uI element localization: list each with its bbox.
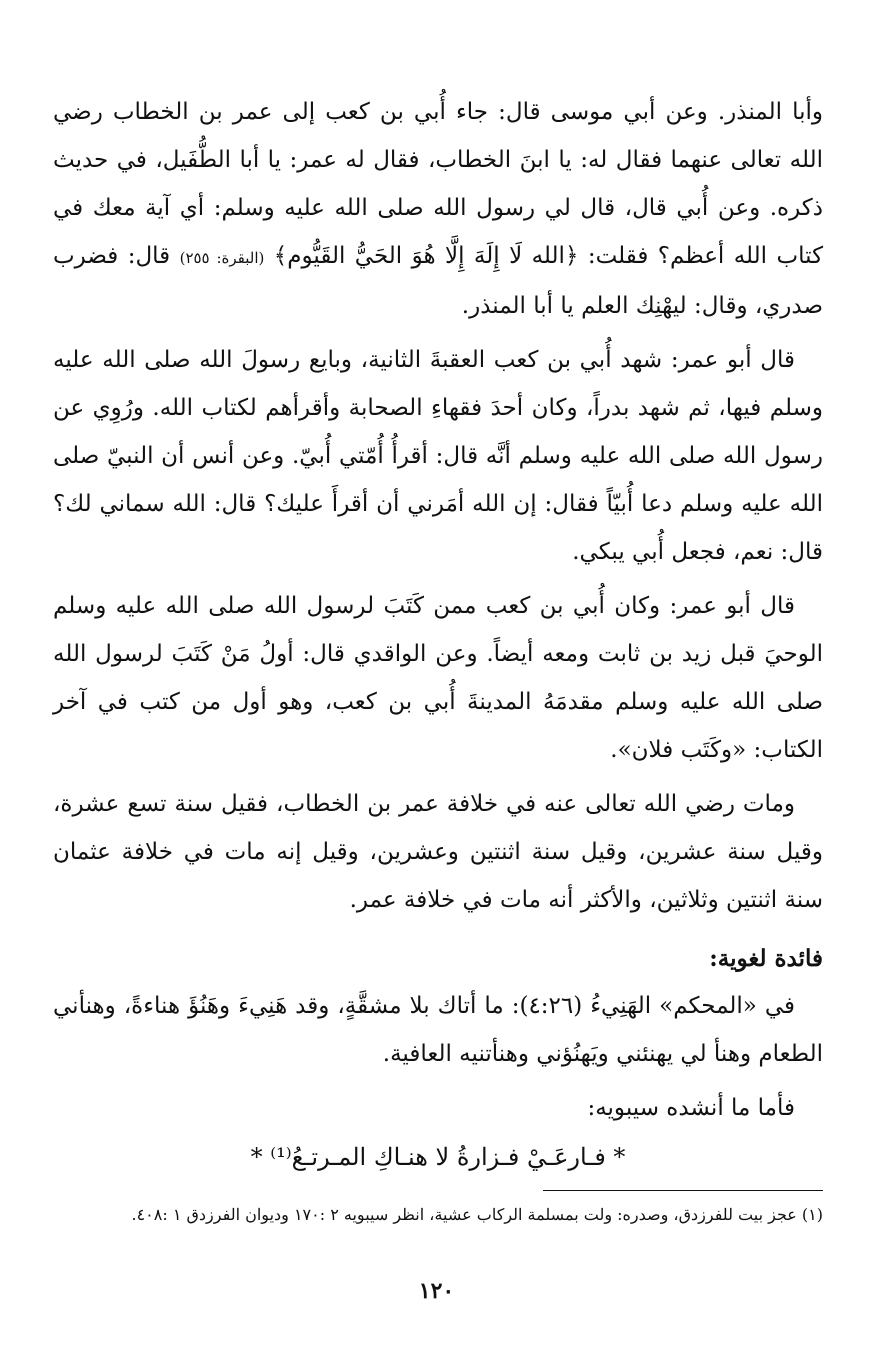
poetry-verse: * فـارعَـيْ فـزارةُ لا هنـاكِ المـرتـعُ⁽¹⁾ * (250, 1143, 626, 1171)
footnote: (١) عجز بيت للفرزدق، وصدره: ولت بمسلمة الركاب عشية، انظر سيبويه ٢ :١٧٠ وديوان الفرزدق ١ :٤٠٨. (131, 1205, 823, 1224)
section-heading: فائدة لغوية: (709, 945, 823, 972)
paragraph-text-end: قال: فضرب صدري، وقال: ليهْنِك العلم يا أبا المنذر. (53, 243, 823, 319)
quran-reference: (البقرة: ٢٥٥) (179, 249, 265, 267)
paragraph-abi-al-mundhir (53, 88, 823, 330)
paragraph-sibawayh: فأما ما أنشده سيبويه: (587, 1095, 795, 1121)
paragraph-abu-umar-wahy: قال أبو عمر: وكان أُبي بن كعب ممن كَتَبَ لرسول الله صلى الله عليه وسلم الوحيَ قبل زيد بن ثابت ومعه أيضاً. وعن الواقدي قال: أولُ مَنْ كَتَبَ لرسول الله صلى الله عليه وسلم مقدمَهُ المدينةَ أُبي بن كعب، وهو أول من كتب في آخر الكتاب: «وكَتَب فلان». (53, 593, 823, 763)
paragraph-text: وأبا المنذر. وعن أبي موسى قال: جاء أُبي بن كعب إلى عمر بن الخطاب رضي الله تعالى عنهما فقال له: يا ابنَ الخطاب، فقال له عمر: يا أبا الطُّفَيل، في حديث ذكره. وعن أُبي قال، قال لي رسول الله صلى الله عليه وسلم: أي آية معك في كتاب الله أعظم؟ فقلت: ﴿الله لَا إِلَهَ إِلَّا هُوَ الحَيُّ القَيُّوم﴾ (53, 99, 824, 269)
paragraph-abu-umar-aqaba: قال أبو عمر: شهد أُبي بن كعب العقبةَ الثانية، وبايع رسولَ الله صلى الله عليه وسلم فيها، ثم شهد بدراً، وكان أحدَ فقهاءِ الصحابة وأقرأهم لكتاب الله. ورُوِي عن رسول الله صلى الله عليه وسلم أنَّه قال: أقرأُ أُمّتي أُبيّ. وعن أنس أن النبيّ صلى الله عليه وسلم دعا أُبيّاً فقال: إن الله أمَرني أن أقرأَ عليك؟ قال: الله سماني لك؟ قال: نعم، فجعل أُبي يبكي. (53, 347, 823, 565)
paragraph-muhkam: في «المحكم» الهَنِيءُ (٤:٢٦): ما أتاك بلا مشقَّةٍ، وقد هَنِيءَ وهَنُؤَ هناءةً، وهنأني الطعام وهنأ لي يهنئني ويَهنُؤني وهنأتنيه العافية. (53, 993, 823, 1067)
footnote-divider (543, 1190, 823, 1191)
page-body (53, 88, 823, 1182)
page-number: ١٢٠ (418, 1278, 455, 1304)
paragraph-death: ومات رضي الله تعالى عنه في خلافة عمر بن الخطاب، فقيل سنة تسع عشرة، وقيل سنة عشرين، وقيل سنة اثنتين وعشرين، وقيل إنه مات في خلافة عثمان سنة اثنتين وثلاثين، والأكثر أنه مات في خلافة عمر. (53, 791, 823, 913)
